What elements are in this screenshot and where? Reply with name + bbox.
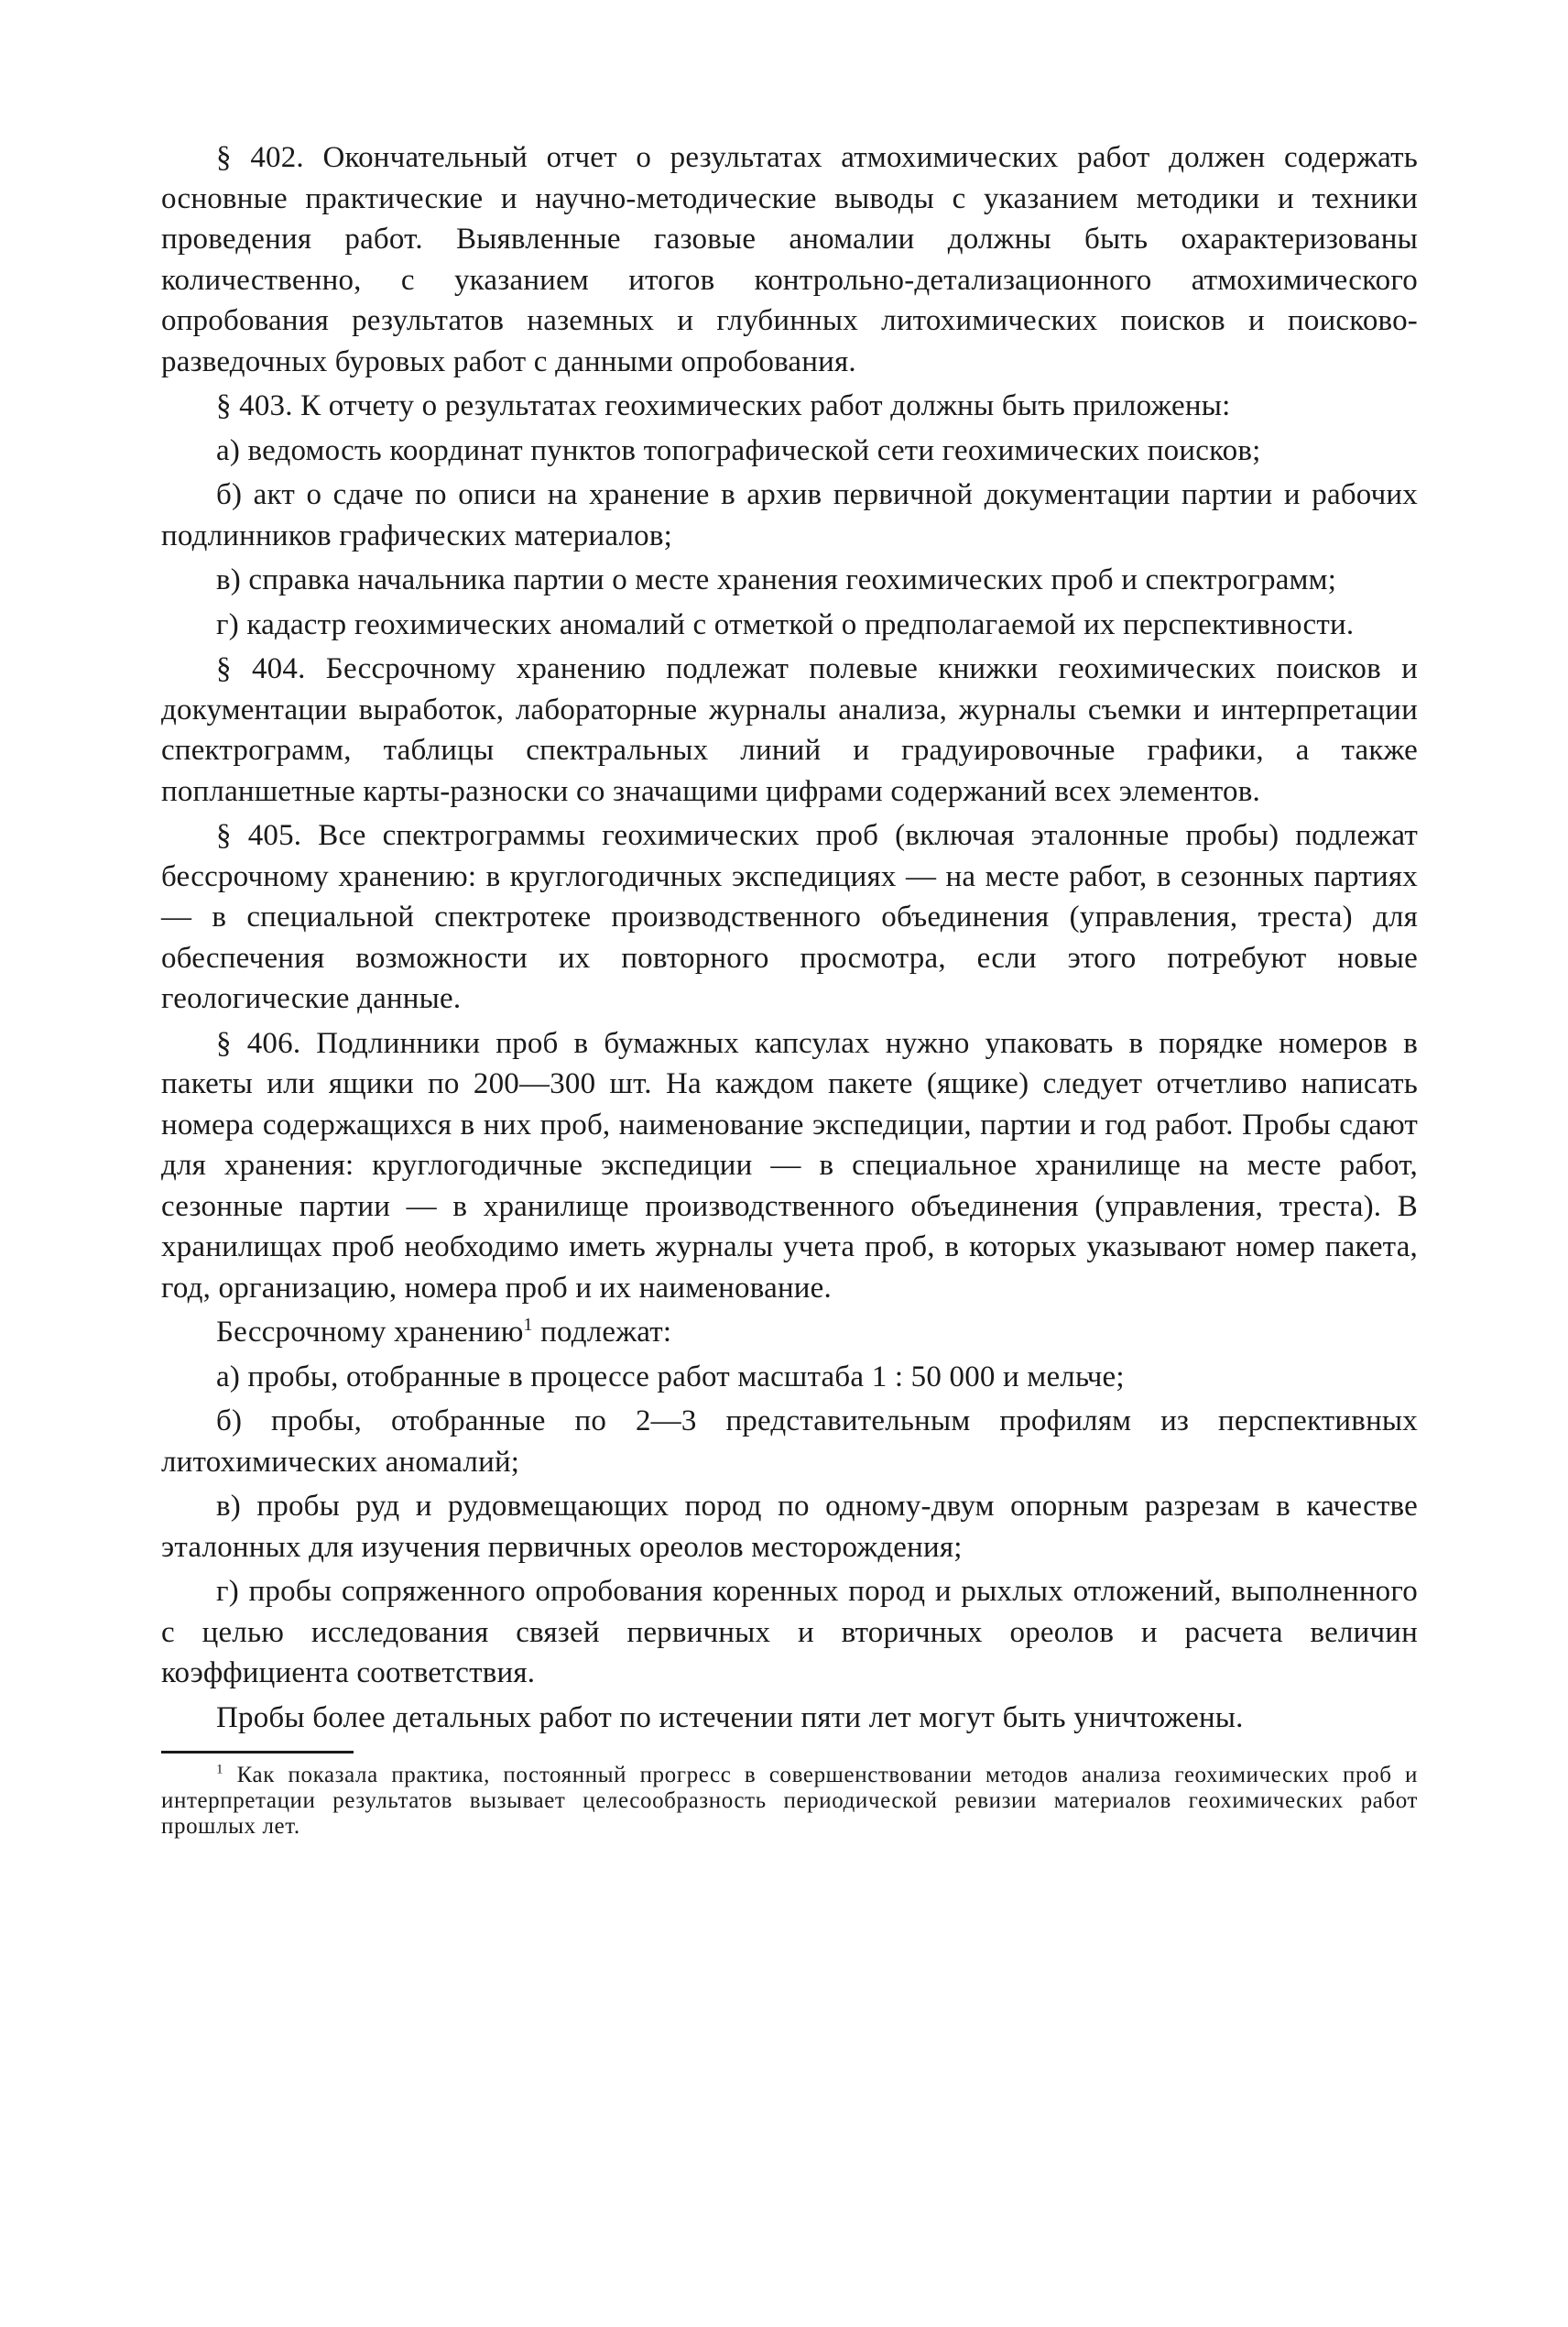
footnote-mark: 1	[216, 1762, 224, 1777]
storage-item-a: а) пробы, отобранные в процессе работ масштаба 1 : 50 000 и мельче;	[216, 1360, 1125, 1393]
storage-intro-tail: подлежат:	[532, 1316, 672, 1349]
paragraph-405: § 405. Все спектрограммы геохимических проб (включая эталонные пробы) подлежат бессрочному хранению: в круглогодичных экспедициях — на месте работ, в сезонных партиях — в специальной спектротеке производственного объединения (управления, треста) для обеспечения возможности их повторного просмотра, если этого потребуют новые геологические данные.	[161, 819, 1418, 1015]
list-item-403b: б) акт о сдаче по описи на хранение в архив первичной документации партии и рабочих подлинников графических материалов;	[161, 478, 1418, 552]
storage-intro-text: Бессрочному хранению	[216, 1316, 524, 1349]
paragraph-402: § 402. Окончательный отчет о результатах атмохимических работ должен содержать основные практические и научно-методические выводы с указанием методики и техники проведения работ. Выявленные газовые аномалии должны быть охарактеризованы количественно, с указанием итогов контрольно-детализационного атмохимического опробования результатов наземных и глубинных литохимических поисков и поисково-разведочных буровых работ с данными опробования.	[161, 141, 1418, 378]
list-item-403c: в) справка начальника партии о месте хранения геохимических проб и спектрограмм;	[216, 563, 1337, 596]
list-item-403a: а) ведомость координат пунктов топографической сети геохимических поисков;	[216, 433, 1261, 467]
paragraph-403: § 403. К отчету о результатах геохимических работ должны быть приложены:	[216, 389, 1231, 422]
footnote-reference: 1	[523, 1315, 533, 1335]
closing-paragraph: Пробы более детальных работ по истечении пяти лет могут быть уничтожены.	[216, 1700, 1244, 1734]
storage-item-d: г) пробы сопряженного опробования коренных пород и рыхлых отложений, выполненного с целью исследования связей первичных и вторичных ореолов и расчета величин коэффициента соответствия.	[161, 1575, 1418, 1689]
footnote-divider	[161, 1751, 354, 1753]
storage-intro	[161, 1312, 1418, 1353]
list-item-403d: г) кадастр геохимических аномалий с отметкой о предполагаемой их перспективности.	[216, 607, 1355, 641]
storage-item-b: б) пробы, отобранные по 2—3 представительным профилям из перспективных литохимических аномалий;	[161, 1404, 1418, 1479]
paragraph-406: § 406. Подлинники проб в бумажных капсулах нужно упаковать в порядке номеров в пакеты или ящики по 200—300 шт. На каждом пакете (ящике) следует отчетливо написать номера содержащихся в них проб, наименование экспедиции, партии и год работ. Пробы сдают для хранения: круглогодичные экспедиции — в специальное хранилище на месте работ, сезонные партии — в хранилище производственного объединения (управления, треста). В хранилищах проб необходимо иметь журналы учета проб, в которых указывают номер пакета, год, организацию, номера проб и их наименование.	[161, 1026, 1418, 1305]
document-page	[161, 137, 1418, 1840]
footnote	[161, 1763, 1418, 1840]
storage-item-c: в) пробы руд и рудовмещающих пород по одному-двум опорным разрезам в качестве эталонных для изучения первичных ореолов месторождения;	[161, 1490, 1418, 1564]
paragraph-404: § 404. Бессрочному хранению подлежат полевые книжки геохимических поисков и документации выработок, лабораторные журналы анализа, журналы съемки и интерпретации спектрограмм, таблицы спектральных линий и градуировочные графики, а также попланшетные карты-разноски со значащими цифрами содержаний всех элементов.	[161, 652, 1418, 808]
footnote-text: Как показала практика, постоянный прогресс в совершенствовании методов анализа геохимических проб и интерпретации результатов вызывает целесообразность периодической ревизии материалов геохимических работ прошлых лет.	[161, 1763, 1418, 1839]
